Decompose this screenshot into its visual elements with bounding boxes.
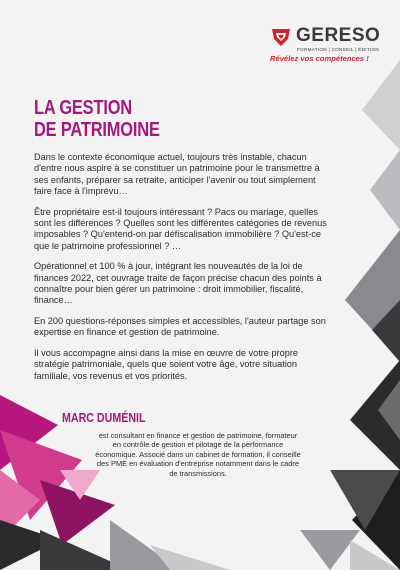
book-title-line-2: DE PATRIMOINE — [34, 119, 160, 141]
book-title — [34, 97, 160, 141]
gereso-logo[interactable] — [270, 26, 395, 68]
author-name: MARC DUMÉNIL — [62, 410, 146, 425]
gereso-shield-icon — [270, 26, 292, 48]
description-paragraph: Il vous accompagne ainsi dans la mise en œuvre de votre propre stratégie patrimoniale, quels que soient votre âge, votre situation familiale, vos revenus et vos priorités. — [34, 347, 299, 381]
book-description — [34, 152, 334, 391]
description-paragraph: Opérationnel et 100 % à jour, intégrant les nouveautés de la loi de finances 2022, cet ouvrage traite de façon précise chacun des points à connaître pour bien gérer un patrimoine : droit immobilier, fiscalité, finance… — [34, 261, 322, 306]
description-paragraph: Être propriétaire est-il toujours intéressant ? Pacs ou mariage, quelles sont les différences ? Quelles sont les différentes catégories de revenus imposables ? Qu'entend-on par défiscalisation immobilière ? Qu'est-ce que le patrimoine professionnel ? … — [34, 206, 327, 251]
description-paragraph: En 200 questions-réponses simples et accessibles, l'auteur partage son expertise en finance et gestion de patrimoine. — [34, 315, 326, 338]
book-title-line-1: LA GESTION — [34, 97, 132, 119]
author-bio: est consultant en finance et gestion de patrimoine, formateur en contrôle de gestion et pilotage de la performance économique. Associé dans un cabinet de formation, il conseille des PME en évaluation d'entreprise notamment dans le cadre de transmissions. — [95, 431, 301, 478]
brand-name: GERESO — [296, 25, 381, 46]
brand-subtitle: FORMATION | CONSEIL | ÉDITION — [297, 47, 380, 52]
brand-tagline: Révélez vos compétences ! — [270, 54, 369, 63]
description-paragraph: Dans le contexte économique actuel, toujours très instable, chacun d'entre nous aspire à se constituer un patrimoine pour le transmettre à ses enfants, préparer sa retraite, anticiper l'avenir ou tout simplement faire face à l'imprévu… — [34, 152, 320, 197]
